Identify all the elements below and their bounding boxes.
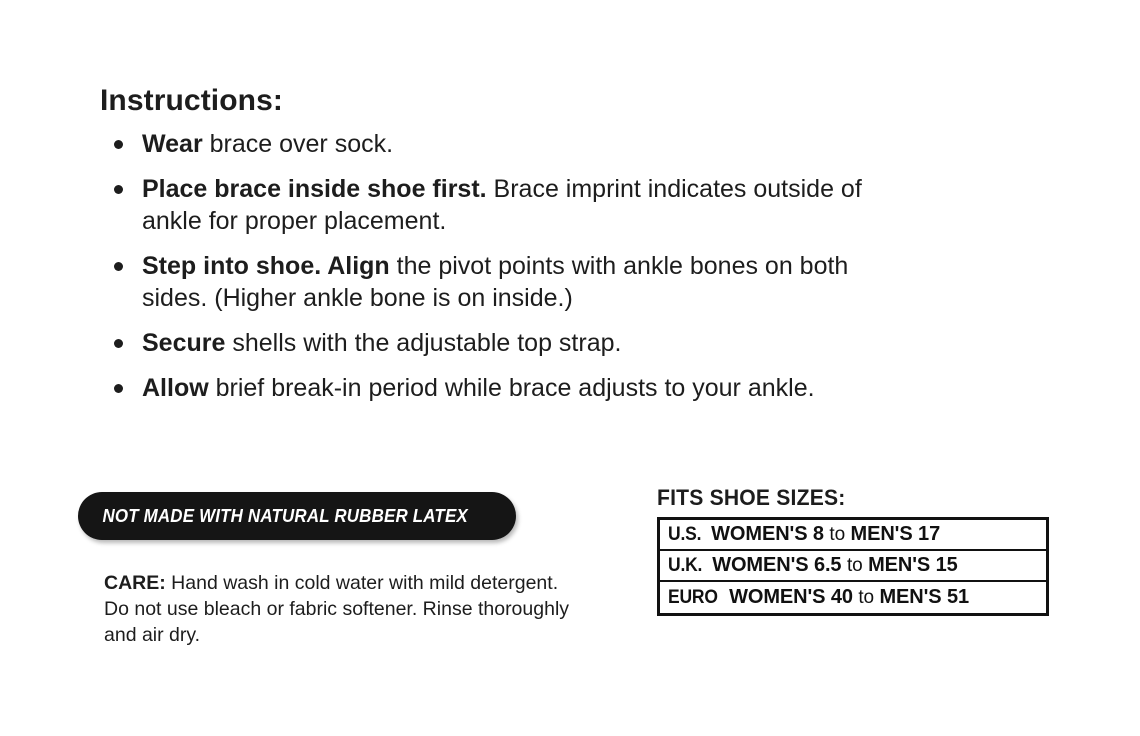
size-to-value: 15 [935,554,958,576]
latex-free-banner [78,492,516,540]
size-range [712,554,957,577]
size-connector: to [858,587,875,608]
size-connector: to [829,524,846,545]
size-range [711,523,940,546]
list-item-text: the pivot points with ankle bones on both sides. (Higher ankle bone is on inside.) [142,252,849,312]
list-item-emphasis: Wear [142,130,203,158]
bullet-dot-icon [114,185,123,194]
table-row [660,582,1046,613]
list-item-text: brief break-in period while brace adjusts to your ankle. [208,374,815,402]
size-to-value: 17 [918,523,941,545]
bullet-dot-icon [114,140,123,149]
list-item [100,173,900,237]
size-region: U.K. [668,554,703,576]
size-range [729,586,969,609]
table-row [660,520,1046,551]
bullet-dot-icon [114,262,123,271]
bullet-dot-icon [114,384,123,393]
size-from-value: 8 [812,523,824,545]
instructions-list [100,128,900,404]
instructions-section [100,84,900,417]
list-item-emphasis: Secure [142,329,226,357]
instructions-title: Instructions: [100,84,283,117]
size-region: EURO [668,586,718,608]
list-item [100,128,900,160]
size-from-value: 40 [830,586,853,608]
list-item-emphasis: Place brace inside shoe first. [142,175,487,203]
latex-free-banner-text: NOT MADE WITH NATURAL RUBBER LATEX [102,505,468,526]
size-to-value: 51 [947,586,970,608]
care-text: Hand wash in cold water with mild detergent. Do not use bleach or fabric softener. Rinse thoroughly and air dry. [104,572,570,646]
table-row [660,551,1046,582]
size-to-label: MEN'S [850,523,913,545]
size-from-value: 6.5 [813,554,842,576]
fits-shoe-sizes-table [657,517,1049,616]
size-to-label: MEN'S [879,586,942,608]
size-region: U.S. [668,523,702,545]
care-instructions [104,570,574,648]
list-item [100,372,900,404]
fits-shoe-sizes-title: FITS SHOE SIZES: [657,485,846,510]
care-label: CARE: [104,572,166,594]
size-from-label: WOMEN'S [712,554,809,576]
fits-shoe-sizes-section [657,485,1049,616]
size-connector: to [846,555,863,576]
size-from-label: WOMEN'S [711,523,808,545]
size-to-label: MEN'S [868,554,931,576]
list-item [100,250,900,314]
size-from-label: WOMEN'S [729,586,826,608]
list-item-emphasis: Allow [142,374,209,402]
list-item-text: Brace imprint indicates outside of ankle for proper placement. [142,175,862,235]
list-item-text: brace over sock. [202,130,394,158]
bullet-dot-icon [114,339,123,348]
list-item-emphasis: Step into shoe. Align [142,252,390,280]
list-item [100,327,900,359]
list-item-text: shells with the adjustable top strap. [225,329,622,357]
